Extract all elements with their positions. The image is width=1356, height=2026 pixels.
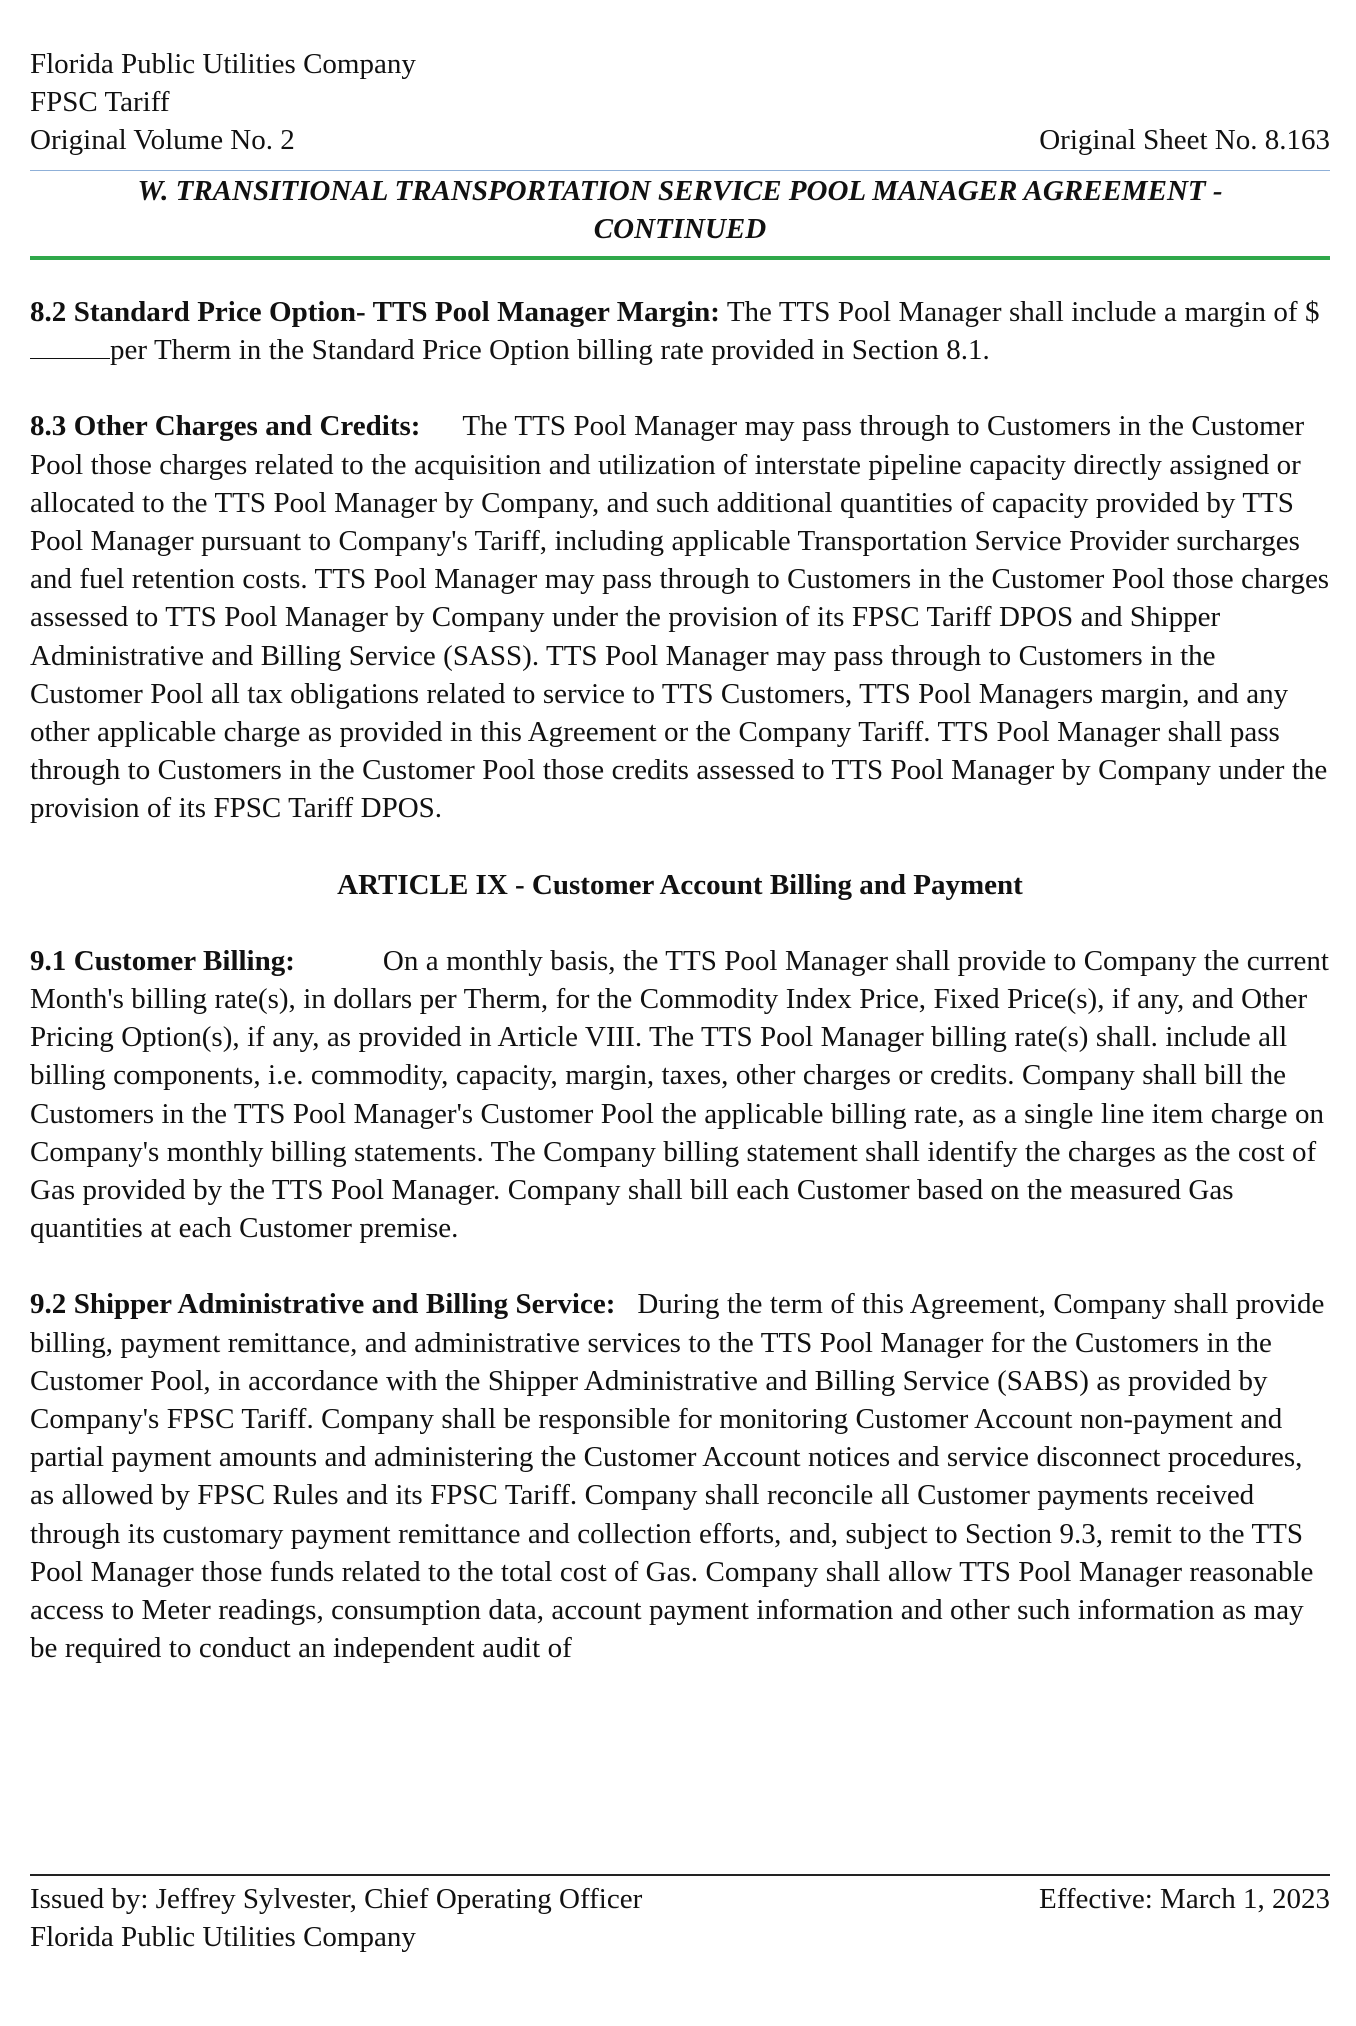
text-9-1: On a monthly basis, the TTS Pool Manager shall provide to Company the current Month's billing rate(s), in dollars per Therm, for the Commodity Index Price, Fixed Price(s), if any, and Other Pricing Option(s), if any, as provided in Article VIII. The TTS Pool Manager billing rate(s) shall. include all billing components, i.e. commodity, capacity, margin, taxes, other charges or credits. Company shall bill the Customers in the TTS Pool Manager's Customer Pool the applicable billing rate, as a single line item charge on Company's monthly billing statements. The Company billing statement shall identify the charges as the cost of Gas provided by the TTS Pool Manager. Company shall bill each Customer based on the measured Gas quantities at each Customer premise. — [30, 944, 1329, 1245]
header-company: Florida Public Utilities Company — [30, 48, 416, 80]
footer-issued-by: Issued by: Jeffrey Sylvester, Chief Operating Officer — [30, 1883, 643, 1915]
footer-effective-date: Effective: March 1, 2023 — [1039, 1883, 1330, 1915]
section-title-line-2: CONTINUED — [593, 213, 767, 245]
margin-blank-line — [30, 334, 110, 359]
text-8-2-after-blank: per Therm in the Standard Price Option billing rate provided in Section 8.1. — [110, 334, 990, 367]
header-sheet-number: Original Sheet No. 8.163 — [1039, 124, 1330, 156]
text-8-3: The TTS Pool Manager may pass through to Customers in the Customer Pool those charges related to the acquisition and utilization of interstate pipeline capacity directly assigned or allocated to the TTS Pool Manager by Company, and such additional quantities of capacity provided by TTS Pool Manager pursuant to Company's Tariff, including applicable Transportation Service Provider surcharges and fuel retention costs. TTS Pool Manager may pass through to Customers in the Customer Pool those charges assessed to TTS Pool Manager by Company under the provision of its FPSC Tariff DPOS and Shipper Administrative and Billing Service (SASS). TTS Pool Manager may pass through to Customers in the Customer Pool all tax obligations related to service to TTS Customers, TTS Pool Managers margin, and any other applicable charge as provided in this Agreement or the Company Tariff. TTS Pool Manager shall pass through to Customers in the Customer Pool those credits assessed to TTS Pool Manager by Company under the provision of its FPSC Tariff DPOS. — [30, 410, 1330, 825]
page-header — [30, 45, 1330, 159]
section-title — [30, 172, 1330, 248]
text-9-2: During the term of this Agreement, Company shall provide billing, payment remittance, and administrative services to the TTS Pool Manager for the Customers in the Customer Pool, in accordance with the Shipper Administrative and Billing Service (SABS) as provided by Company's FPSC Tariff. Company shall be responsible for monitoring Customer Account non-payment and partial payment amounts and administering the Customer Account notices and service disconnect procedures, as allowed by FPSC Rules and its FPSC Tariff. Company shall reconcile all Customer payments received through its customary payment remittance and collection efforts, and, subject to Section 9.3, remit to the TTS Pool Manager those funds related to the total cost of Gas. Company shall allow TTS Pool Manager reasonable access to Meter readings, consumption data, account payment information and other such information as may be required to conduct an independent audit of — [30, 1288, 1325, 1665]
text-8-2-before-blank: The TTS Pool Manager shall include a margin of $ — [719, 296, 1320, 328]
footer-company: Florida Public Utilities Company — [30, 1921, 416, 1953]
paragraph-9-1 — [30, 942, 1330, 1248]
section-title-line-1: W. TRANSITIONAL TRANSPORTATION SERVICE POOL MANAGER AGREEMENT - — [137, 175, 1223, 207]
header-volume-row — [30, 121, 1330, 159]
header-tariff: FPSC Tariff — [30, 86, 170, 118]
paragraph-8-2 — [30, 293, 1330, 369]
section-title-divider — [30, 256, 1330, 260]
document-body — [30, 293, 1330, 1706]
paragraph-8-3 — [30, 407, 1330, 827]
paragraph-9-2 — [30, 1285, 1330, 1667]
heading-9-2: 9.2 Shipper Administrative and Billing Service: — [30, 1288, 616, 1321]
article-ix-title: ARTICLE IX - Customer Account Billing and Payment — [337, 868, 1023, 901]
footer-divider — [30, 1874, 1330, 1876]
heading-8-2: 8.2 Standard Price Option- TTS Pool Manager Margin: — [30, 296, 720, 328]
header-volume: Original Volume No. 2 — [30, 124, 295, 156]
page-footer — [30, 1880, 1330, 1956]
heading-9-1: 9.1 Customer Billing: — [30, 944, 295, 977]
header-divider — [30, 170, 1330, 171]
footer-row — [30, 1880, 1330, 1918]
heading-8-3: 8.3 Other Charges and Credits: — [30, 410, 421, 443]
